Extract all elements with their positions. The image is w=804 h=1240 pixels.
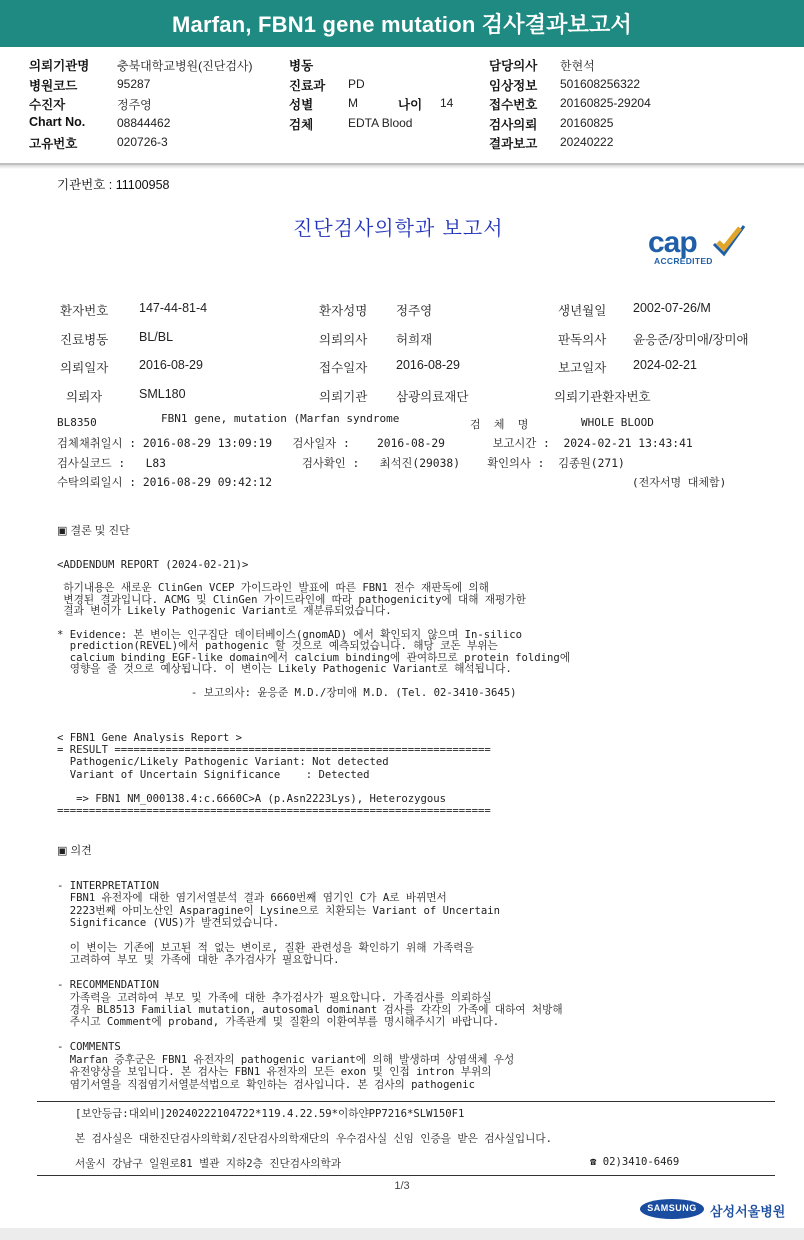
addendum-block [57, 560, 570, 699]
patient-label-institution-patient-no: 의뢰기관환자번호 [554, 390, 651, 404]
label-result-report: 결과보고 [489, 137, 538, 151]
section-conclusion-title: ▣ 결론 및 진단 [57, 525, 130, 537]
addendum-line: prediction(REVEL)에서 pathogenic 할 것으로 예측되었습니다. 해당 코돈 부위는 [57, 640, 498, 653]
opinion-line: 경우 BL8513 Familial mutation, autosomal dominant 검사를 각각의 가족에 대하여 처방해 [57, 1004, 563, 1017]
value-specimen: EDTA Blood [348, 116, 413, 130]
patient-value-request-date: 2016-08-29 [139, 358, 203, 372]
label-patient: 수진자 [29, 98, 66, 112]
value-receipt-no: 20160825-29204 [560, 96, 651, 110]
addendum-line: <ADDENDUM REPORT (2024-02-21)> [57, 559, 249, 571]
value-patient: 정주영 [117, 98, 152, 112]
page-number: 1/3 [394, 1180, 410, 1192]
value-chart-no: 08844462 [117, 116, 171, 130]
label-ward: 병동 [289, 59, 314, 73]
specimen-value: WHOLE BLOOD [581, 416, 654, 429]
opinion-line: - RECOMMENDATION [57, 979, 160, 992]
patient-label-reading-doctor: 판독의사 [558, 333, 607, 347]
gene-report-line: = RESULT =========================================================== [57, 744, 491, 757]
gene-report-line: < FBN1 Gene Analysis Report > [57, 732, 242, 744]
label-department: 진료과 [289, 79, 326, 93]
gene-report-line: => FBN1 NM_000138.4:c.6660C>A (p.Asn2223Lys), Heterozygous [57, 793, 447, 806]
opinion-line: 주시고 Comment에 proband, 가족관계 및 질환의 이환여부를 명시해주시기 바랍니다. [57, 1016, 500, 1029]
opinion-line [57, 930, 563, 942]
security-line: [보안등급:대외비]20240222104722*119.4.22.59*이하얀PP7216*SLW150F1 [75, 1108, 465, 1120]
opinion-line [57, 967, 563, 979]
value-result-report: 20240222 [560, 135, 614, 149]
addendum-line: 결과 변이가 Likely Pathogenic Variant로 재분류되었습니다. [57, 605, 392, 618]
patient-value-reading-doctor: 윤응준/장미애/장미애 [633, 333, 749, 347]
value-requesting-institution: 충북대학교병원(진단검사) [117, 59, 253, 73]
title-bar [0, 0, 804, 47]
value-hospital-code: 95287 [117, 77, 151, 91]
opinion-line: Significance (VUS)가 발견되었습니다. [57, 917, 280, 930]
label-test-request: 검사의뢰 [489, 118, 538, 132]
patient-value-ward: BL/BL [139, 330, 174, 344]
cap-logo-word: cap [648, 226, 697, 259]
patient-label-request-date: 의뢰일자 [60, 361, 109, 375]
patient-label-requesting-institution: 의뢰기관 [319, 390, 368, 404]
label-receipt-no: 접수번호 [489, 98, 538, 112]
value-clinical-info: 501608256322 [560, 77, 641, 91]
value-age: 14 [440, 96, 454, 110]
patient-label-name: 환자성명 [319, 304, 368, 318]
opinion-line: 고려하여 부모 및 가족에 대한 추가검사가 필요합니다. [57, 954, 340, 967]
patient-label-dob: 생년월일 [558, 304, 607, 318]
opinion-line: 이 변이는 기존에 보고된 적 없는 변이로, 질환 관련성을 확인하기 위해 가족력을 [57, 942, 474, 955]
value-unique-no: 020726-3 [117, 135, 168, 149]
viewer-bottom-band [0, 1228, 804, 1240]
specimen-label: 검 체 명 [470, 418, 529, 431]
header-info [0, 47, 804, 165]
patient-value-requesting-doctor: 허희재 [396, 333, 433, 347]
report-page [0, 169, 804, 1200]
opinion-line: 가족력을 고려하여 부모 및 가족에 대한 추가검사가 필요합니다. 가족검사를 의뢰하실 [57, 991, 492, 1004]
patient-value-requester: SML180 [139, 387, 186, 401]
samsung-brand: SAMSUNG [647, 1203, 697, 1213]
patient-value-receipt-date: 2016-08-29 [396, 358, 460, 372]
test-code: BL8350 [57, 416, 97, 429]
patient-label-receipt-date: 접수일자 [319, 361, 368, 375]
test-line-lab-code: 검사실코드 : L83 검사확인 : 최석진(29038) 확인의사 : 김종원(271) [57, 457, 625, 470]
addendum-line [57, 618, 570, 630]
addendum-line: 변경된 결과입니다. ACMG 및 ClinGen 가이드라인에 따라 pathogenicity에 대해 재평가한 [57, 593, 526, 606]
document-title: Marfan, FBN1 gene mutation 검사결과보고서 [172, 12, 632, 37]
label-age: 나이 [398, 98, 423, 112]
opinion-line: 유전양상을 보입니다. 본 검사는 FBN1 유전자의 모든 exon 및 인접 intron 부위의 [57, 1066, 492, 1079]
addendum-line: 하기내용은 새로운 ClinGen VCEP 가이드라인 발표에 따른 FBN1 전수 재판독에 의해 [57, 582, 489, 595]
gene-report-line: Variant of Uncertain Significance : Detected [57, 768, 370, 781]
test-line-collection: 검체채취일시 : 2016-08-29 13:09:19 검사일자 : 2016-08-29 보고시간 : 2024-02-21 13:43:41 [57, 437, 693, 450]
value-attending-doctor: 한현석 [560, 59, 595, 73]
opinion-line: 2223번째 아미노산인 Asparagine이 Lysine으로 치환되는 Variant of Uncertain [57, 904, 501, 917]
opinion-line: Marfan 증후군은 FBN1 유전자의 pathogenic variant에 의해 발생하며 상염색체 우성 [57, 1053, 515, 1066]
certification-line: 본 검사실은 대한진단검사의학회/진단검사의학재단의 우수검사실 신임 인증을 받은 검사실입니다. [75, 1133, 552, 1145]
patient-label-ward: 진료병동 [60, 333, 109, 347]
label-requesting-institution: 의뢰기관명 [29, 59, 90, 73]
patient-label-id: 환자번호 [60, 304, 109, 318]
patient-value-requesting-institution: 삼광의료재단 [396, 390, 469, 404]
label-hospital-code: 병원코드 [29, 79, 78, 93]
gene-report-line [57, 781, 491, 793]
opinion-line [57, 1029, 563, 1041]
label-unique-no: 고유번호 [29, 137, 78, 151]
hospital-name: 삼성서울병원 [710, 1204, 786, 1219]
patient-value-dob: 2002-07-26/M [633, 301, 711, 315]
patient-value-name: 정주영 [396, 304, 433, 318]
address-line: 서울시 강남구 일원로81 별관 지하2층 진단검사의학과 [75, 1158, 341, 1170]
opinion-line: - INTERPRETATION [57, 880, 160, 892]
addendum-line: * Evidence: 본 변이는 인구집단 데이터베이스(gnomAD) 에서 확인되지 않으며 In-silico [57, 628, 522, 641]
test-line-consignment: 수탁의뢰일시 : 2016-08-29 09:42:12 [57, 476, 273, 489]
patient-label-report-date: 보고일자 [558, 361, 607, 375]
patient-label-requesting-doctor: 의뢰의사 [319, 333, 368, 347]
addendum-line [57, 676, 570, 688]
patient-value-report-date: 2024-02-21 [633, 358, 697, 372]
opinion-line: - COMMENTS [57, 1041, 121, 1054]
value-test-request: 20160825 [560, 116, 614, 130]
patient-label-requester: 의뢰자 [66, 390, 103, 404]
samsung-oval-icon [640, 1199, 704, 1219]
opinion-line: FBN1 유전자에 대한 염기서열분석 결과 6660번째 염기인 C가 A로 바뀌면서 [57, 892, 447, 905]
patient-value-id: 147-44-81-4 [139, 301, 208, 315]
test-name: FBN1 gene, mutation (Marfan syndrome [161, 412, 400, 425]
label-sex: 성별 [289, 98, 314, 112]
section-opinion-title: ▣ 의견 [57, 845, 92, 857]
cap-accredited-logo [648, 222, 748, 270]
opinion-line: 염기서열을 직접염기서열분석법으로 확인하는 검사입니다. 본 검사의 pathogenic [57, 1078, 475, 1091]
label-attending-doctor: 담당의사 [489, 59, 538, 73]
gene-analysis-report [57, 732, 491, 817]
addendum-line: calcium binding EGF-like domain에서 calcium binding에 관여하므로 protein folding에 [57, 651, 571, 664]
cap-checkmark-icon [710, 222, 748, 258]
report-title: 진단검사의학과 보고서 [293, 216, 504, 240]
value-sex: M [348, 96, 358, 110]
samsung-hospital-logo [640, 1198, 786, 1220]
value-department: PD [348, 77, 365, 91]
e-signature-note: (전자서명 대체함) [632, 476, 727, 489]
addendum-line: - 보고의사: 윤응준 M.D./장미애 M.D. (Tel. 02-3410-3645) [57, 686, 517, 699]
addendum-line: 영향을 줄 것으로 예상됩니다. 이 변이는 Likely Pathogenic Variant로 해석됩니다. [57, 663, 512, 676]
institution-number: 기관번호 : 11100958 [57, 178, 170, 192]
label-clinical-info: 임상정보 [489, 79, 538, 93]
label-chart-no: Chart No. [29, 115, 86, 129]
gene-report-line: ==================================================================== [57, 805, 491, 818]
gene-report-line: Pathogenic/Likely Pathogenic Variant: Not detected [57, 756, 389, 769]
report-footer [37, 1101, 775, 1176]
label-specimen: 검체 [289, 118, 314, 132]
phone-line: ☎ 02)3410-6469 [590, 1156, 680, 1168]
cap-logo-accredited: ACCREDITED [654, 256, 713, 266]
opinion-block [57, 880, 563, 1091]
